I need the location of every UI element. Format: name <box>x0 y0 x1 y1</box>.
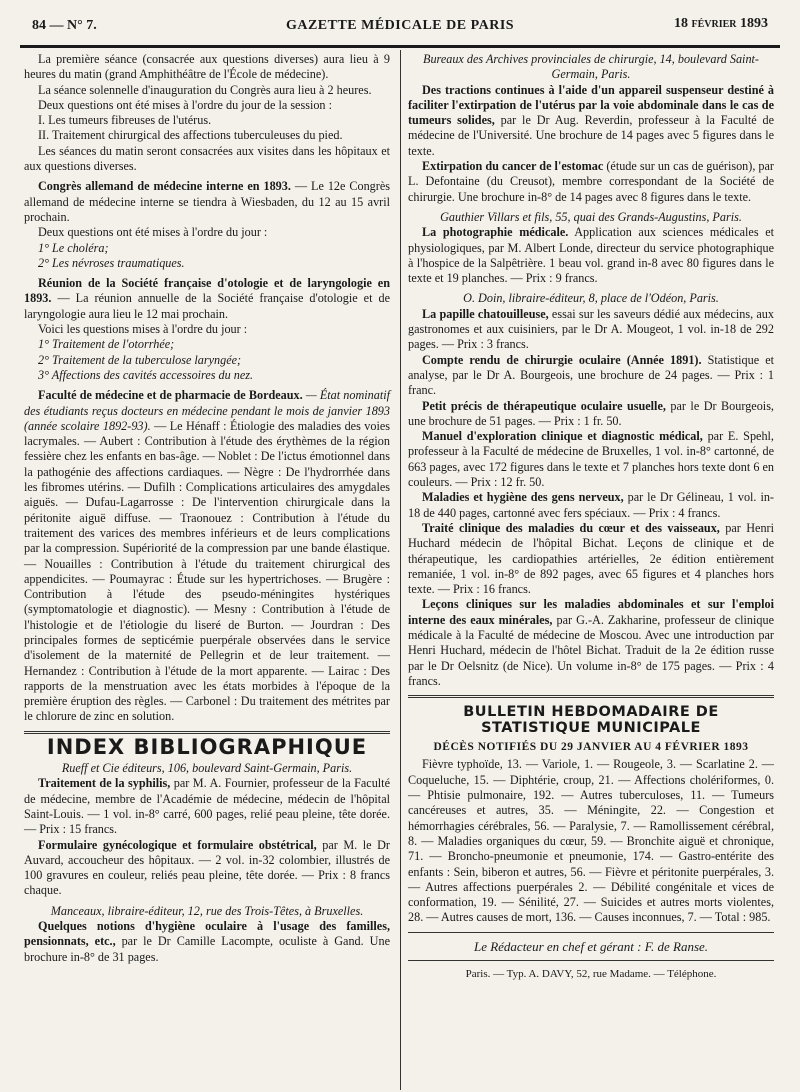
editor-line: Le Rédacteur en chef et gérant : F. de Ranse. <box>473 938 709 954</box>
journal-title: GAZETTE MÉDICALE DE PARIS <box>285 18 515 33</box>
paragraph: La première séance (consacrée aux questions diverses) aura lieu à 9 heures du matin (grand Amphithéâtre de l'École de médecine). <box>24 52 390 82</box>
bibliography-entry: Quelques notions d'hygiène oculaire à l'usage des familles, pensionnats, etc., par le Dr Camille Lacompte, oculiste à Gand. Une brochure in-8° de 31 pages. <box>24 919 390 964</box>
bibliography-entry: Petit précis de thérapeutique oculaire usuelle, par le Dr Bourgeois, une brochure de 51 pages. — Prix : 1 fr. 50. <box>408 398 774 428</box>
paragraph: Voici les questions mises à l'ordre du jour : <box>38 322 248 337</box>
page-header <box>22 0 778 40</box>
footer-rule <box>408 960 774 961</box>
paragraph: Deux questions ont été mises à l'ordre du jour : <box>38 225 268 240</box>
bibliography-entry: Traitement de la syphilis, par M. A. Fournier, professeur de la Faculté de médecine, membre de l'Académie de médecine, médecin de l'hôpital Saint-Louis. — 1 vol. in-8° carré, 600 pages, relié peau pleine, tête dorée. — Prix : 15 francs. <box>24 776 390 837</box>
bibliography-entry: La papille chatouilleuse, essai sur les saveurs dédié aux médecins, aux gastronomes et aux cuisiniers, par le Dr A. Mougeot, 1 vol. in-18 de 292 pages. — Prix : 3 francs. <box>408 306 774 352</box>
publisher-line: Manceaux, libraire-éditeur, 12, rue des Trois-Têtes, à Bruxelles. <box>50 903 364 918</box>
list-item: 1° Le choléra; <box>38 240 109 255</box>
bulletin-heading: BULLETIN HEBDOMADAIRE DE STATISTIQUE MUNICIPALE <box>463 704 719 737</box>
news-item: Faculté de médecine et de pharmacie de Bordeaux. — État nominatif des étudiants reçus docteurs en médecine pendant le mois de janvier 1893 (année scolaire 1892-93). — Le Hénaff : Étiologie des maladies des voies lacrymales. — Aubert : Contribution à l'étude des érythèmes de la région fessière chez les enfants en bas-âge. — Noblet : De l'ictus émotionnel dans la pathogénie des affections cardiaques. — Nègre : De l'hydrorrhée dans les fibromes utérins. — Dufilh : Complications articulaires des amygdales aiguës. — Dufau-Lagarrosse : De l'intervention chirurgicale dans la péritonite aiguë diffuse. — Traonouez : Contribution à l'étude du traitement des varices des membres inférieurs et de leurs complications par la compression. Supériorité de la compression par une bande élastique. — Nouailles : Contribution à l'étude du traitement chirurgical des appendicites. — Poumayrac : Étude sur les hypertrichoses. — Brugère : Contribution à l'étude des pseudo-méningites hystériques (symptomatologie et diagnostic). — Mesny : Contribution à l'étude de l'histologie et de l'étiologie du liseré de Burton. — Jourdran : Des principales formes de septicémie puerpérale observées dans le service d'isolement de la maternité de Pellegrin et de leur traitement. — Hernandez : Contribution à l'étude de la mort apparente. — Lairac : Des rapports de la menstruation avec les états morbides à l'époque de la première éruption des règles. — Carbonel : Du traitement des métrites par le chlorure de zinc en solution. <box>24 388 391 724</box>
paragraph: II. Traitement chirurgical des affections tuberculeuses du pied. <box>38 128 343 143</box>
list-item: 3° Affections des cavités accessoires du nez. <box>38 367 254 382</box>
paragraph: Deux questions ont été mises à l'ordre du jour de la session : <box>38 97 332 112</box>
section-rule <box>24 731 390 734</box>
bibliography-entry: Maladies et hygiène des gens nerveux, par le Dr Gélineau, 1 vol. in-18 de 440 pages, cartonné avec fers spéciaux. — Prix : 4 francs. <box>408 490 774 520</box>
right-column <box>408 52 774 984</box>
bibliography-entry: Formulaire gynécologique et formulaire obstétrical, par M. le Dr Auvard, accoucheur des hôpitaux. — 2 vol. in-32 colombier, illustrés de 100 gravures en couleur, reliés peau pleine, tête dorée. — Prix : 8 francs chaque. <box>24 837 390 898</box>
bibliography-entry: Leçons cliniques sur les maladies abdominales et sur l'emploi interne des eaux minérales, par G.-A. Zakharine, professeur de clinique médicale à la Faculté de médecine de Moscou. Avec une introduction par Henri Huchard, médecin de l'hôtel Bichat. Traduit de la 2e édition russe par le Dr Oelsnitz (de Nice). Un volume in-8° de 175 pages. — Prix : 4 francs. <box>408 597 774 688</box>
header-rule <box>20 45 780 48</box>
column-divider <box>400 50 401 1090</box>
bibliography-entry: La photographie médicale. Application aux sciences médicales et physiologiques, par M. Albert Londe, directeur du service photographique à l'hospice de la Salpêtrière. 1 beau vol. grand in-8 avec 80 figures dans le texte et 19 planches. — Prix : 9 francs. <box>408 225 774 286</box>
news-item: Congrès allemand de médecine interne en 1893. — Le 12e Congrès allemand de médecine interne se tiendra à Wiesbaden, du 12 au 15 avril prochain. <box>24 179 390 224</box>
list-item: 2° Traitement de la tuberculose laryngée; <box>38 352 242 367</box>
bibliography-entry: Traité clinique des maladies du cœur et des vaisseaux, par Henri Huchard médecin de l'hôpital Bichat. Leçons de clinique et de thérapeutique, les cardiopathies artérielles, 2e édition entièrement remaniée, 1 vol. in-8° de 892 pages, avec 65 figures et 4 planches hors texte. — Prix : 16 francs. <box>408 520 774 597</box>
issue-date: 18 FÉVRIER 1893 <box>673 16 768 31</box>
paragraph: I. Les tumeurs fibreuses de l'utérus. <box>38 113 212 128</box>
paragraph: La séance solennelle d'inauguration du Congrès aura lieu à 2 heures. <box>38 82 372 97</box>
paragraph: Les séances du matin seront consacrées aux visites dans les hôpitaux et aux questions diverses. <box>24 143 390 174</box>
bibliography-entry: Des tractions continues à l'aide d'un appareil suspenseur destiné à faciliter l'extirpation de l'utérus par la voie abdominale dans le cas de tumeurs solides, par le Dr Aug. Reverdin, professeur à la Faculté de médecine de l'Université. Une brochure de 14 pages avec 5 figures dans le texte. <box>408 82 774 158</box>
printer-line: Paris. — Typ. A. DAVY, 52, rue Madame. — Téléphone. <box>465 968 717 981</box>
list-item: 2° Les névroses traumatiques. <box>38 255 185 270</box>
bibliography-entry: Compte rendu de chirurgie oculaire (Année 1891). Statistique et analyse, par le Dr A. Bourgeois, une brochure de 24 pages. — Prix : 1 franc. <box>408 352 774 398</box>
bibliography-entry: Manuel d'exploration clinique et diagnostic médical, par E. Spehl, professeur à la Faculté de médecine de Bruxelles, 1 vol. in-8° cartonné, de 663 pages, avec 172 figures dans le texte et 7 planches hors texte dont 6 en couleurs. — Prix : 12 fr. 50. <box>408 429 774 490</box>
publisher-line: Rueff et Cie éditeurs, 106, boulevard Saint-Germain, Paris. <box>61 761 353 776</box>
publisher-line: Bureaux des Archives provinciales de chirurgie, 14, boulevard Saint-Germain, Paris. <box>423 52 759 82</box>
section-rule <box>408 695 774 698</box>
left-column <box>24 52 390 965</box>
index-heading: INDEX BIBLIOGRAPHIQUE <box>46 734 368 759</box>
news-item: Réunion de la Société française d'otologie et de laryngologie en 1893. — La réunion annuelle de la Société française d'otologie et de laryngologie aura lieu le 12 mai prochain. <box>24 276 390 321</box>
list-item: 1° Traitement de l'otorrhée; <box>38 337 175 352</box>
page-number: 84 — N° 7. <box>32 18 97 33</box>
statistics-paragraph: Fièvre typhoïde, 13. — Variole, 1. — Rougeole, 3. — Scarlatine 2. — Coqueluche, 15. — Diphtérie, croup, 21. — Affections cholériformes, 0. — Phtisie pulmonaire, 192. — Autres tuberculoses, 11. — Tumeurs cancéreuses et autres, 35. — Méningite, 22. — Congestion et hémorrhagies cérébrales, 56. — Paralysie, 7. — Ramollissement cérébral, 8. — Maladies organiques du cœur, 59. — Bronchite aiguë et chronique, 71. — Broncho-pneumonie et pneumonie, 174. — Gastro-entérite des enfants : Sein, biberon et autres, 56. — Fièvre et péritonite puerpérales, 3. — Autres affections puerpérales 2. — Débilité congénitale et vices de conformation, 19. — Sénilité, 27. — Suicides et autres morts violentes, 28. — Autres causes de mort, 136. — Causes inconnues, 7. — Total : 985. <box>408 757 774 925</box>
publisher-line: Gauthier Villars et fils, 55, quai des Grands-Augustins, Paris. <box>440 209 742 224</box>
deces-subheading: DÉCÈS NOTIFIÉS DU 29 JANVIER AU 4 FÉVRIER 1893 <box>433 741 749 754</box>
publisher-line: O. Doin, libraire-éditeur, 8, place de l'Odéon, Paris. <box>463 291 719 306</box>
bibliography-entry: Extirpation du cancer de l'estomac (étude sur un cas de guérison), par L. Defontaine (du Creusot), membre correspondant de la Société de chirurgie. Une brochure in-8° de 14 pages avec 8 figures dans le texte. <box>408 159 774 204</box>
footer-rule <box>408 932 774 933</box>
